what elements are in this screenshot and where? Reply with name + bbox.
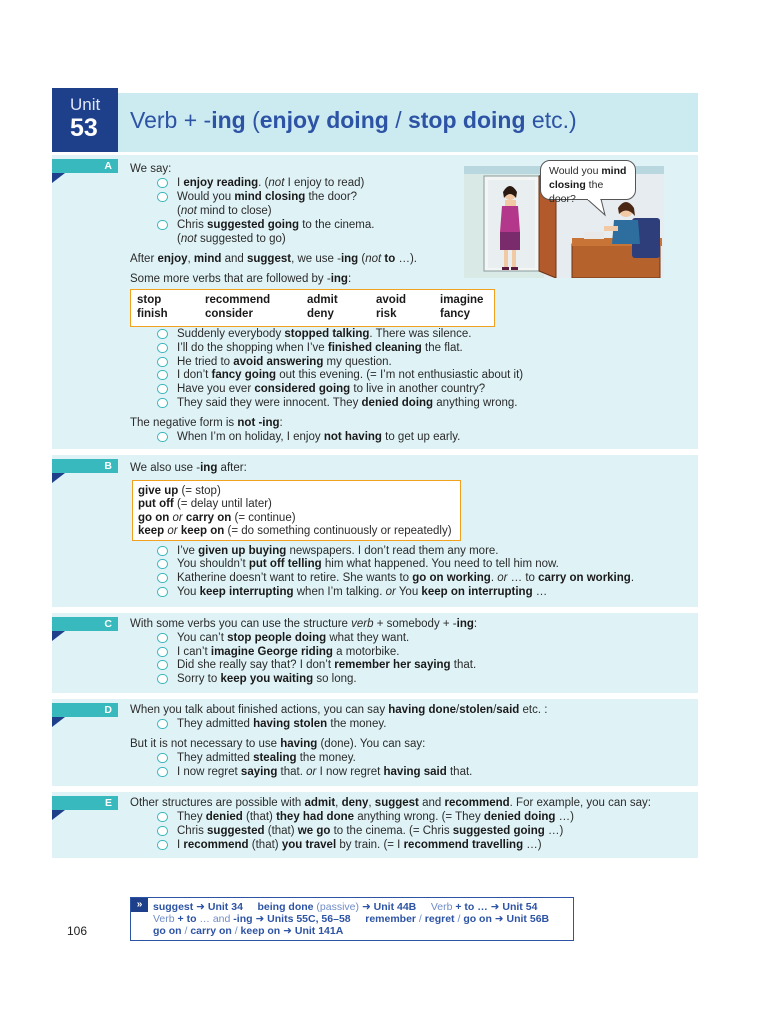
section-tab-corner [52, 631, 65, 641]
example-line: Katherine doesn’t want to retire. She wants to go on working. or … to carry on working. [155, 571, 634, 585]
verb-item: deny [307, 308, 334, 320]
example-line: They said they were innocent. They denied doing anything wrong. [155, 396, 517, 410]
example-line: I enjoy reading. (not I enjoy to read) [155, 176, 364, 190]
example-line: I can’t imagine George riding a motorbike. [155, 645, 399, 659]
section-e [52, 792, 698, 858]
example-note: (not suggested to go) [177, 233, 286, 245]
example-line: You keep interrupting when I’m talking. or You keep on interrupting … [155, 585, 547, 599]
negative-form-text: The negative form is not -ing: [130, 417, 283, 429]
phrasal-verb: go on or carry on (= continue) [138, 512, 296, 524]
section-b [52, 455, 698, 607]
section-c [52, 613, 698, 693]
section-letter-c: C [52, 617, 118, 631]
example-line: Would you mind closing the door? [155, 190, 357, 204]
section-tab-corner [52, 717, 65, 727]
unit-badge [52, 88, 118, 152]
verb-item: avoid [376, 294, 407, 306]
example-line: Chris suggested (that) we go to the cinema. (= Chris suggested going …) [155, 824, 563, 838]
example-line: I’ll do the shopping when I’ve finished cleaning the flat. [155, 341, 463, 355]
phrasal-verb: put off (= delay until later) [138, 498, 272, 510]
verb-item: stop [137, 294, 162, 306]
example-line: Did she really say that? I don’t remember her saying that. [155, 658, 476, 672]
example-line: I don’t fancy going out this evening. (= I’m not enthusiastic about it) [155, 368, 523, 382]
example-line: They admitted stealing the money. [155, 751, 356, 765]
section-tab-corner [52, 173, 65, 183]
phrasal-verb-box [132, 480, 461, 541]
section-d-note: But it is not necessary to use having (done). You can say: [130, 738, 426, 750]
cross-reference-row: Verb + to … and -ing ➜ Units 55C, 56–58 remember / regret / go on ➜ Unit 56B [153, 913, 550, 925]
section-tab-corner [52, 473, 65, 483]
verb-item: finish [137, 308, 168, 320]
example-line: You shouldn’t put off telling him what happened. You need to tell him now. [155, 557, 559, 571]
verb-item: admit [307, 294, 338, 306]
section-letter-e: E [52, 796, 118, 810]
example-line: I recommend (that) you travel by train. (= I recommend travelling …) [155, 838, 542, 852]
example-line: I’ve given up buying newspapers. I don’t read them any more. [155, 544, 499, 558]
cross-reference-row: go on / carry on / keep on ➜ Unit 141A [153, 925, 344, 937]
section-d [52, 699, 698, 786]
phrasal-verb: keep or keep on (= do something continuously or repeatedly) [138, 525, 452, 537]
example-line: He tried to avoid answering my question. [155, 355, 392, 369]
verb-item: imagine [440, 294, 484, 306]
example-line: They denied (that) they had done anything wrong. (= They denied doing …) [155, 810, 574, 824]
more-verbs-text: Some more verbs that are followed by -ing: [130, 273, 352, 285]
cross-reference-arrow-icon: » [131, 898, 148, 912]
section-b-intro: We also use -ing after: [130, 462, 247, 474]
verb-list-box [130, 289, 495, 327]
example-line: Suddenly everybody stopped talking. There was silence. [155, 327, 471, 341]
section-e-intro: Other structures are possible with admit, deny, suggest and recommend. For example, you can say: [130, 797, 651, 809]
phrasal-verb: give up (= stop) [138, 485, 221, 497]
section-d-intro: When you talk about finished actions, you can say having done/stolen/said etc. : [130, 704, 548, 716]
example-line: I now regret saying that. or I now regret having said that. [155, 765, 472, 779]
unit-label: Unit [70, 95, 101, 114]
speech-bubble: Would you mind closing the door? [540, 160, 636, 200]
verb-item: risk [376, 308, 397, 320]
example-line: Sorry to keep you waiting so long. [155, 672, 357, 686]
section-letter-d: D [52, 703, 118, 717]
example-line: Chris suggested going to the cinema. [155, 218, 374, 232]
verb-item: recommend [205, 294, 271, 306]
unit-number: 53 [70, 114, 98, 142]
verb-item: consider [205, 308, 253, 320]
cross-reference-row: suggest ➜ Unit 34 being done (passive) ➜ Unit 44B Verb + to … ➜ Unit 54 [153, 901, 538, 913]
section-letter-a: A [52, 159, 118, 173]
example-line: They admitted having stolen the money. [155, 717, 386, 731]
section-letter-b: B [52, 459, 118, 473]
example-line: When I’m on holiday, I enjoy not having to get up early. [155, 430, 460, 444]
title-band [118, 93, 698, 152]
example-note: (not mind to close) [177, 205, 272, 217]
section-c-intro: With some verbs you can use the structure verb + somebody + -ing: [130, 618, 478, 630]
section-tab-corner [52, 810, 65, 820]
page-title: Verb + -ing (enjoy doing / stop doing etc.) [130, 107, 577, 133]
cross-reference-box [130, 897, 574, 941]
verb-item: fancy [440, 308, 471, 320]
example-line: Have you ever considered going to live in another country? [155, 382, 485, 396]
after-rule: After enjoy, mind and suggest, we use -ing (not to …). [130, 253, 418, 265]
speech-bubble-tail [585, 199, 611, 217]
example-line: You can’t stop people doing what they want. [155, 631, 409, 645]
we-say-text: We say: [130, 163, 172, 175]
page-number: 106 [67, 924, 88, 938]
